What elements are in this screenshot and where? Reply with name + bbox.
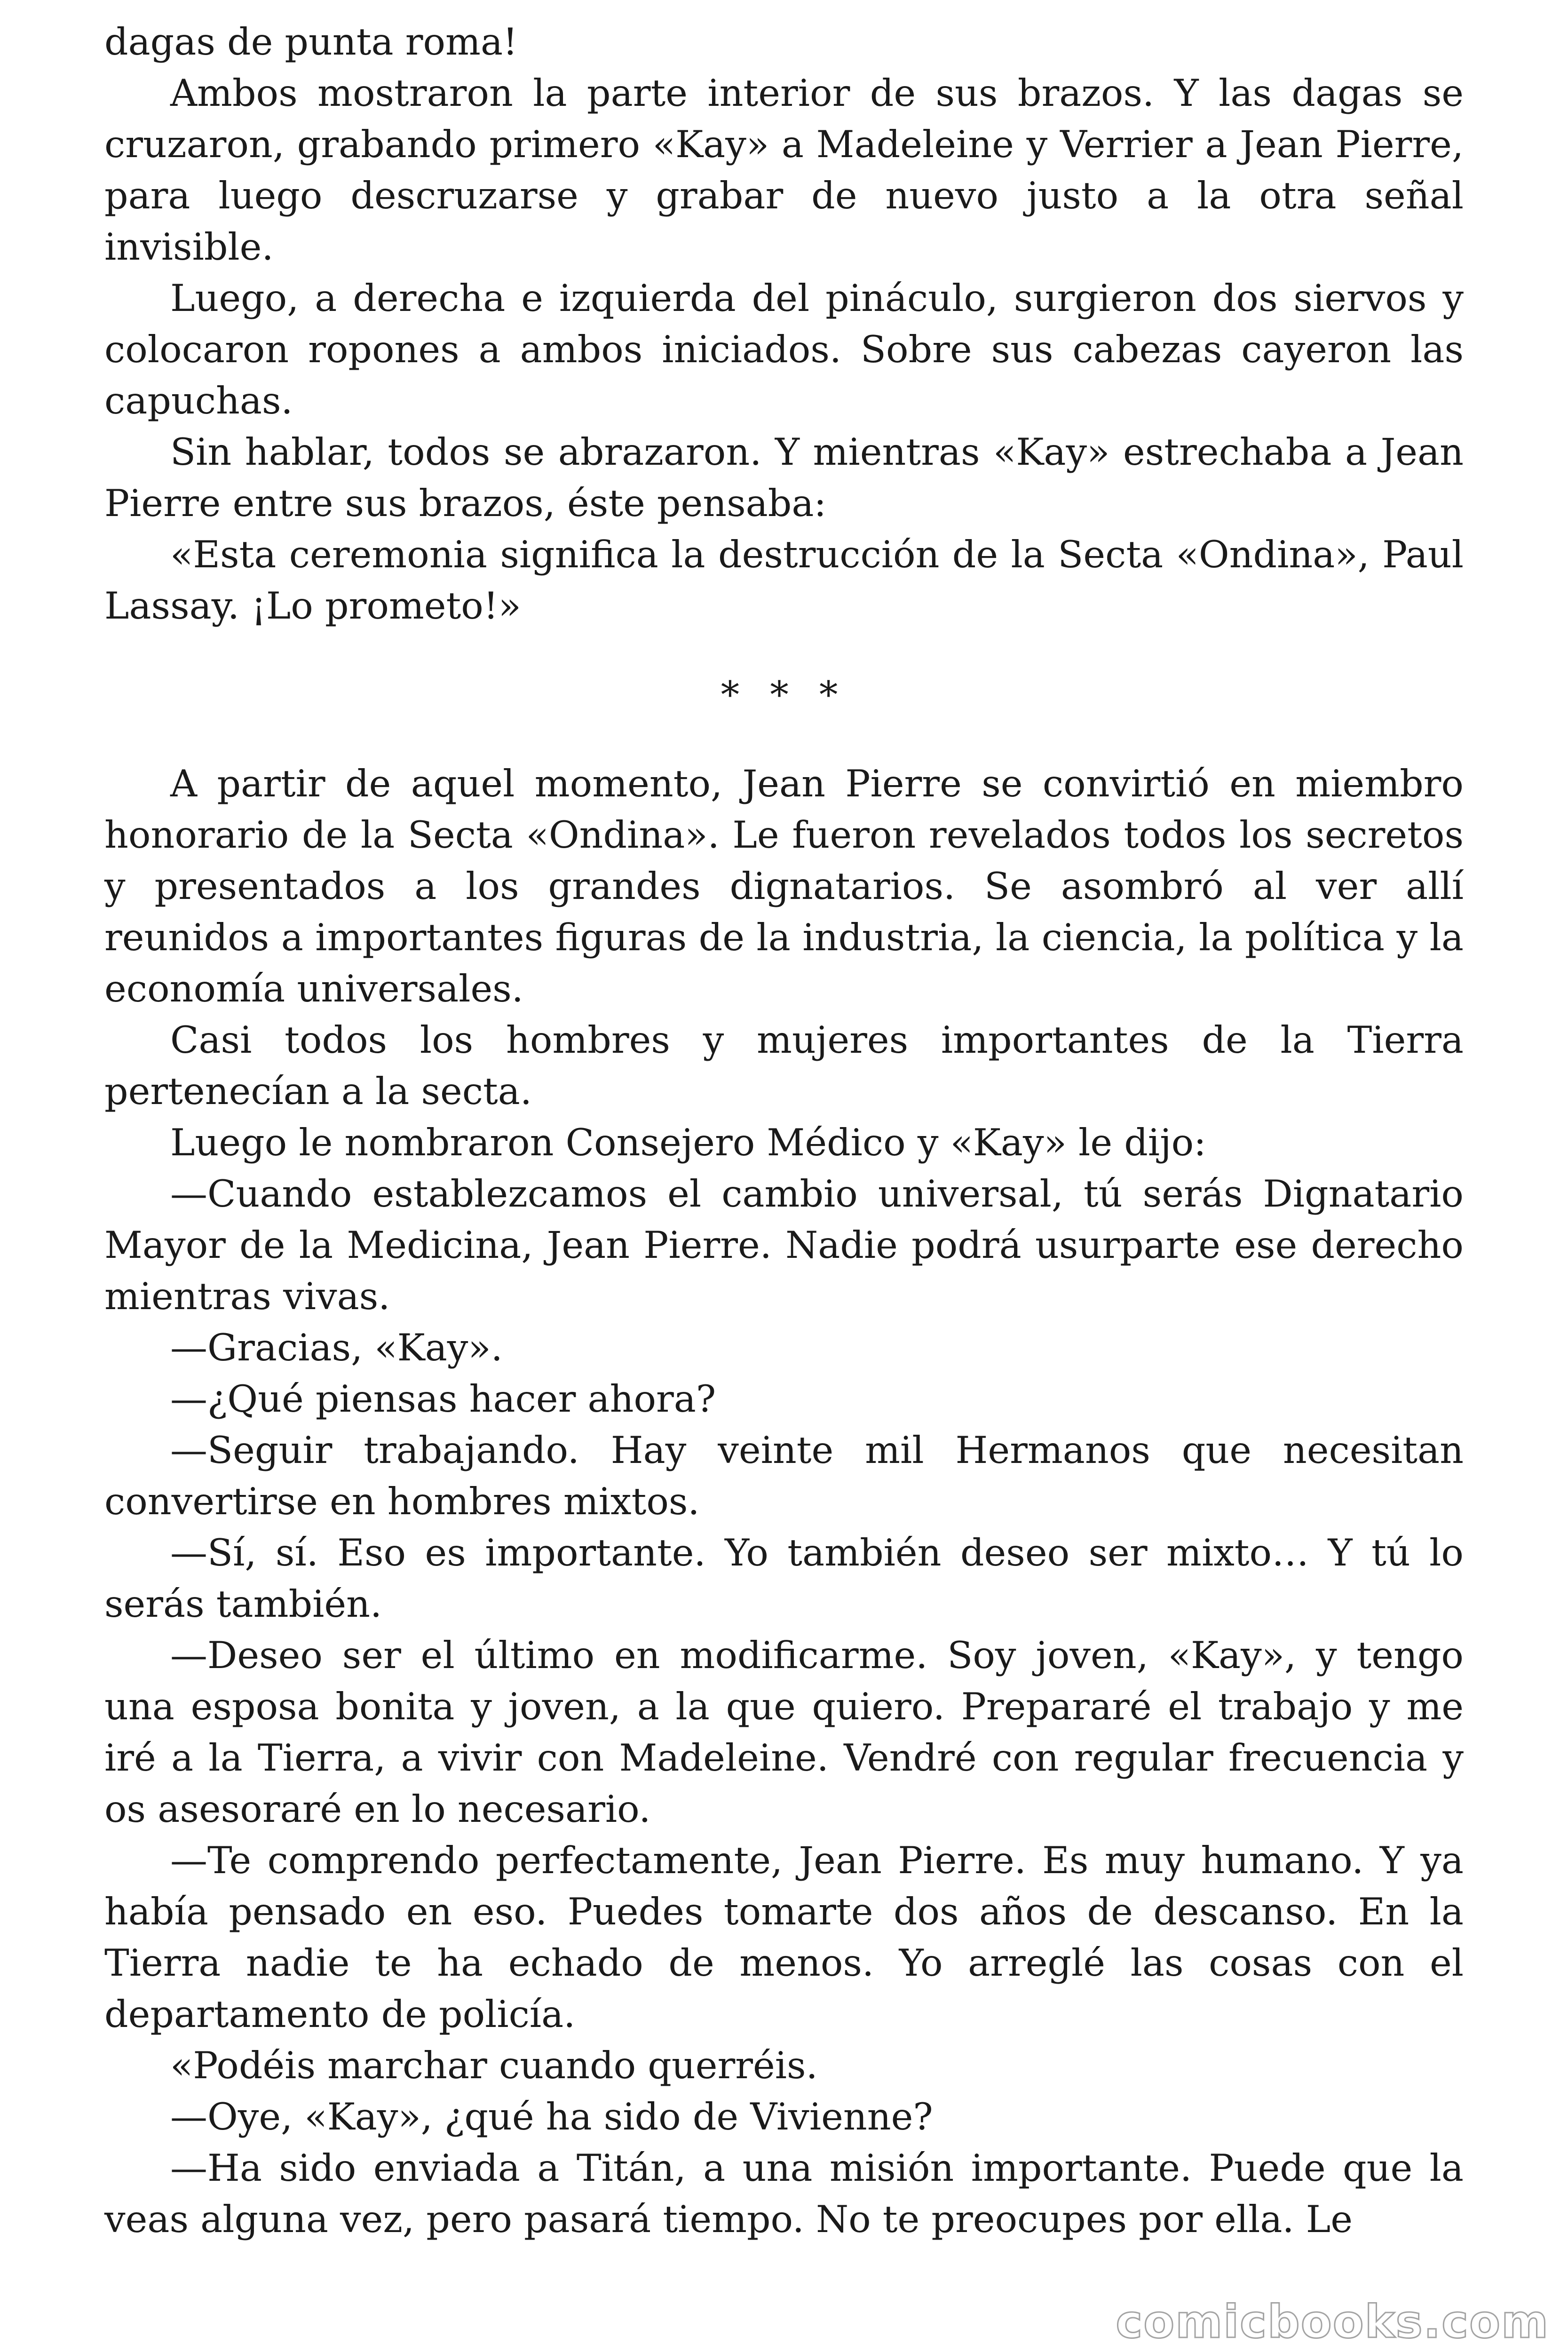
paragraph: Luego le nombraron Consejero Médico y «Kay» le dijo: (170, 1121, 1206, 1164)
scene-separator: * * * (721, 673, 847, 716)
paragraph: —Te comprendo perfectamente, Jean Pierre. Es muy humano. Y ya había pensado en eso. Puedes tomarte dos años de descanso. En la Tierra nadie te ha echado de menos. Yo arreglé las cosas con el departamento de policía. (104, 1839, 1464, 2036)
paragraph: —Oye, «Kay», ¿qué ha sido de Vivienne? (170, 2095, 933, 2138)
paragraph: Sin hablar, todos se abrazaron. Y mientras «Kay» estrechaba a Jean Pierre entre sus brazos, éste pensaba: (104, 430, 1464, 525)
watermark-logo: comicbooks.com (1116, 2296, 1549, 2348)
text-block-top (104, 16, 1464, 632)
paragraph: «Podéis marchar cuando querréis. (170, 2044, 818, 2087)
paragraph: —Gracias, «Kay». (170, 1326, 503, 1369)
paragraph: —¿Qué piensas hacer ahora? (170, 1377, 716, 1421)
paragraph: Ambos mostraron la parte interior de sus brazos. Y las dagas se cruzaron, grabando primero «Kay» a Madeleine y Verrier a Jean Pierre, para luego descruzarse y grabar de nuevo justo a la otra señal invisible. (104, 72, 1464, 269)
text-block-bottom (104, 758, 1464, 2245)
text-column (104, 16, 1464, 2245)
paragraph: —Ha sido enviada a Titán, a una misión importante. Puede que la veas alguna vez, pero pasará tiempo. No te preocupes por ella. Le (104, 2146, 1464, 2241)
paragraph: —Seguir trabajando. Hay veinte mil Hermanos que necesitan convertirse en hombres mixtos. (104, 1429, 1464, 1523)
paragraph: —Cuando establezcamos el cambio universal, tú serás Dignatario Mayor de la Medicina, Jean Pierre. Nadie podrá usurparte ese derecho mientras vivas. (104, 1172, 1464, 1318)
paragraph: «Esta ceremonia significa la destrucción de la Secta «Ondina», Paul Lassay. ¡Lo prometo!» (104, 533, 1464, 628)
paragraph: A partir de aquel momento, Jean Pierre se convirtió en miembro honorario de la Secta «Ondina». Le fueron revelados todos los secretos y presentados a los grandes dignatarios. Se asombró al ver allí reunidos a importantes figuras de la industria, la ciencia, la política y la economía universales. (104, 762, 1464, 1010)
paragraph: —Deseo ser el último en modificarme. Soy joven, «Kay», y tengo una esposa bonita y joven, a la que quiero. Prepararé el trabajo y me iré a la Tierra, a vivir con Madeleine. Vendré con regular frecuencia y os asesoraré en lo necesario. (104, 1634, 1464, 1831)
paragraph: Luego, a derecha e izquierda del pináculo, surgieron dos siervos y colocaron ropones a ambos iniciados. Sobre sus cabezas cayeron las capuchas. (104, 277, 1464, 422)
paragraph: —Sí, sí. Eso es importante. Yo también deseo ser mixto… Y tú lo serás también. (104, 1531, 1464, 1626)
paragraph: Casi todos los hombres y mujeres importantes de la Tierra pertenecían a la secta. (104, 1018, 1464, 1113)
paragraph: dagas de punta roma! (104, 20, 518, 64)
